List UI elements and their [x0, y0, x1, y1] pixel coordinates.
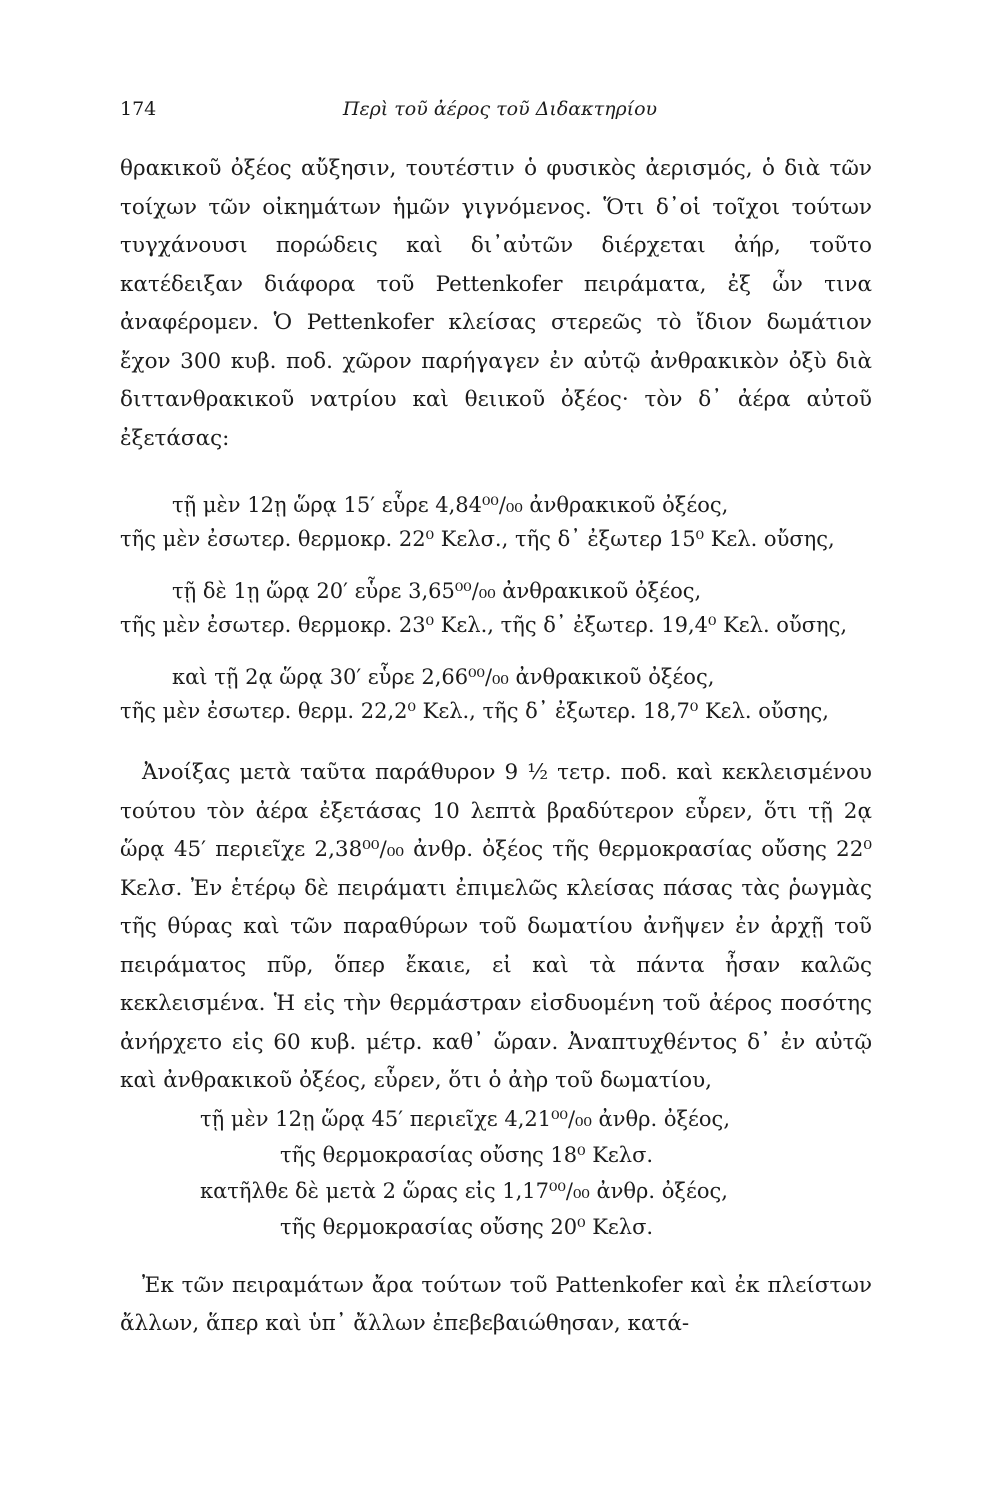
measurement-line: τῆς μὲν ἐσωτερ. θερμ. 22,2⁰ Κελ., τῆς δ᾽ ἐξωτερ. 18,7⁰ Κελ. οὔσης, [120, 699, 829, 723]
measurement-line: τῆς θερμοκρασίας οὔσης 18⁰ Κελσ. [280, 1142, 654, 1167]
measurement-block-4 [120, 1101, 872, 1173]
measurement-block-1 [120, 488, 872, 556]
measurement-line: τῆς θερμοκρασίας οὔσης 20⁰ Κελσ. [280, 1214, 654, 1239]
measurement-line: τῇ μὲν 12ῃ ὥρᾳ 45′ περιεῖχε 4,21⁰⁰/₀₀ ἀνθρ. ὀξέος, [200, 1106, 730, 1131]
measurement-block-5 [120, 1173, 872, 1245]
measurement-line: τῆς μὲν ἐσωτερ. θερμοκρ. 22⁰ Κελσ., τῆς δ᾽ ἐξωτερ 15⁰ Κελ. οὔσης, [120, 527, 835, 551]
measurement-line: τῇ μὲν 12ῃ ὥρᾳ 15′ εὗρε 4,84⁰⁰/₀₀ ἀνθρακικοῦ ὀξέος, [172, 493, 729, 517]
paragraph-2: Ἀνοίξας μετὰ ταῦτα παράθυρον 9 ½ τετρ. ποδ. καὶ κεκλεισμένου τούτου τὸν ἀέρα ἐξετάσας 10 λεπτὰ βραδύτερον εὗρεν, ὅτι τῇ 2ᾳ ὥρᾳ 45′ περιεῖχε 2,38⁰⁰/₀₀ ἀνθρ. ὀξέος τῆς θερμοκρασίας οὔσης 22⁰ Κελσ. Ἐν ἑτέρῳ δὲ πειράματι ἐπιμελῶς κλείσας πάσας τὰς ῥωγμὰς τῆς θύρας καὶ τῶν παραθύρων τοῦ δωματίου ἀνῆψεν ἐν ἀρχῇ τοῦ πειράματος πῦρ, ὅπερ ἔκαιε, εἰ καὶ τὰ πάντα ἦσαν καλῶς κεκλεισμένα. Ἡ εἰς τὴν θερμάστραν εἰσδυομένη τοῦ ἀέρος ποσότης ἀνήρχετο εἰς 60 κυβ. μέτρ. καθ᾽ ὥραν. Ἀναπτυχθέντος δ᾽ ἐν αὐτῷ καὶ ἀνθρακικοῦ ὀξέος, εὗρεν, ὅτι ὁ ἀὴρ τοῦ δωματίου, [120, 760, 872, 1093]
paragraph-1: θρακικοῦ ὀξέος αὔξησιν, τουτέστιν ὁ φυσικὸς ἀερισμός, ὁ διὰ τῶν τοίχων τῶν οἰκημάτων ἡμῶν γιγνόμενος. Ὅτι δ᾽οἱ τοῖχοι τούτων τυγχάνουσι πορώδεις καὶ δι᾽αὐτῶν διέρχεται ἀήρ, τοῦτο κατέδειξαν διάφορα τοῦ Pettenkofer πειράματα, ἐξ ὧν τινα ἀναφέρομεν. Ὁ Pettenkofer κλείσας στερεῶς τὸ ἴδιον δωμάτιον ἔχον 300 κυβ. ποδ. χῶρον παρήγαγεν ἐν αὐτῷ ἀνθρακικὸν ὀξὺ διὰ διττανθρακικοῦ νατρίου καὶ θειικοῦ ὀξέος· τὸν δ᾽ ἀέρα αὐτοῦ ἐξετάσας: [120, 156, 872, 451]
running-title: Περὶ τοῦ ἀέρος τοῦ Διδακτηρίου [342, 98, 658, 120]
measurement-line: κατῆλθε δὲ μετὰ 2 ὥρας εἰς 1,17⁰⁰/₀₀ ἀνθρ. ὀξέος, [200, 1178, 728, 1203]
measurement-line: καὶ τῇ 2ᾳ ὥρᾳ 30′ εὗρε 2,66⁰⁰/₀₀ ἀνθρακικοῦ ὀξέος, [172, 665, 715, 689]
page-header [120, 98, 880, 128]
paragraph-3: Ἐκ τῶν πειραμάτων ἄρα τούτων τοῦ Pattenkofer καὶ ἐκ πλείστων ἄλλων, ἅπερ καὶ ὑπ᾽ ἄλλων ἐπεβεβαιώθησαν, κατά- [120, 1272, 872, 1336]
page-number: 174 [120, 98, 157, 120]
measurement-line: τῇ δὲ 1ῃ ὥρᾳ 20′ εὗρε 3,65⁰⁰/₀₀ ἀνθρακικοῦ ὀξέος, [172, 579, 702, 603]
measurement-line: τῆς μὲν ἐσωτερ. θερμοκρ. 23⁰ Κελ., τῆς δ᾽ ἐξωτερ. 19,4⁰ Κελ. οὔσης, [120, 613, 848, 637]
page-body [120, 150, 872, 1344]
measurement-block-2 [120, 574, 872, 642]
measurement-block-3 [120, 660, 872, 728]
